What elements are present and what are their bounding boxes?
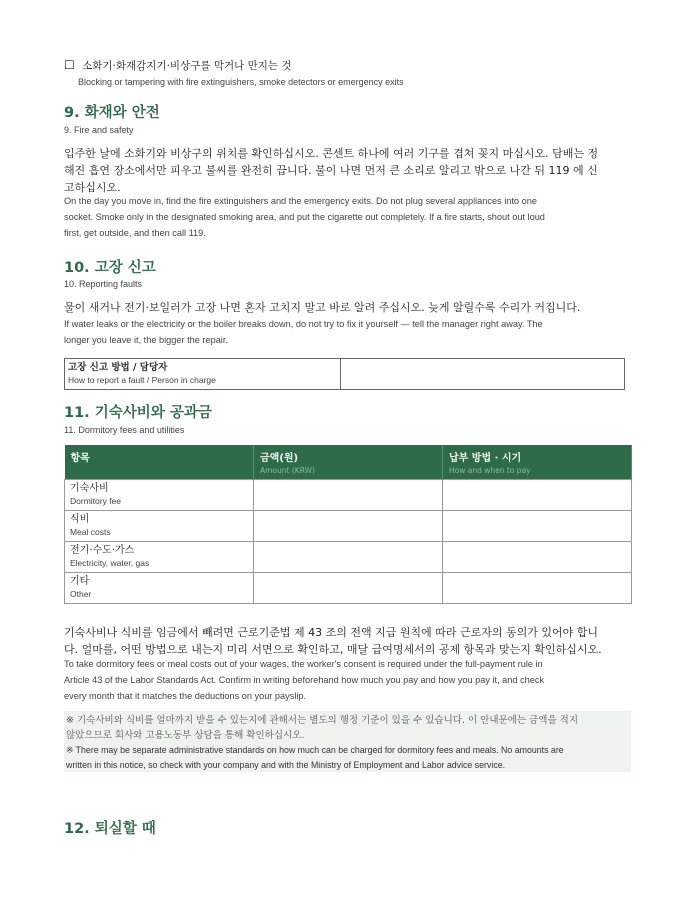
header-amount-en: Amount (KRW) bbox=[260, 466, 315, 475]
row-label-ko: 기타 bbox=[70, 576, 90, 587]
section-11-title: 11. 기숙사비와 공과금 bbox=[64, 405, 212, 421]
payment-cell[interactable] bbox=[443, 573, 632, 604]
table-row bbox=[65, 480, 632, 511]
amount-cell[interactable] bbox=[254, 511, 443, 542]
section-10-title: 10. 고장 신고 bbox=[64, 260, 156, 276]
row-label-cell bbox=[65, 542, 254, 573]
fault-report-label-cell bbox=[65, 359, 341, 389]
text-line: Article 43 of the Labor Standards Act. Confirm in writing beforehand how much you pay and how you pay it, and check bbox=[64, 675, 545, 685]
text-line: longer you leave it, the bigger the repair. bbox=[64, 335, 228, 345]
text-line: socket. Smoke only in the designated smoking area, and put the cigarette out completely. If a fire starts, shout out loud bbox=[64, 212, 545, 222]
note-line-ko: ※ 기숙사비와 식비를 얼마까지 받을 수 있는지에 관해서는 별도의 행정 기준이 있을 수 있습니다. 이 안내문에는 금액을 적지 bbox=[66, 715, 578, 726]
fault-report-label: 고장 신고 방법 / 담당자 bbox=[68, 362, 168, 373]
payment-cell[interactable] bbox=[443, 542, 632, 573]
note-line-ko: 않았으므로 회사와 고용노동부 상담을 통해 확인하십시오. bbox=[66, 730, 305, 741]
header-payment bbox=[443, 445, 632, 480]
table-row bbox=[65, 511, 632, 542]
row-label-ko: 전기·수도·가스 bbox=[70, 545, 135, 556]
text-line: 물이 새거나 전기·보일러가 고장 나면 혼자 고치지 말고 바로 알려 주십시오. 늦게 알릴수록 수리가 커집니다. bbox=[64, 301, 581, 314]
section-9-title: 9. 화재와 안전 bbox=[64, 105, 160, 121]
row-label-cell bbox=[65, 573, 254, 604]
section-10-body-en bbox=[64, 316, 631, 348]
row-label-ko: 기숙사비 bbox=[70, 483, 109, 494]
payment-cell[interactable] bbox=[443, 480, 632, 511]
row-label-cell bbox=[65, 480, 254, 511]
section-11-body-en bbox=[64, 656, 631, 704]
text-line: To take dormitory fees or meal costs out of your wages, the worker's consent is required under the full-payment rule in bbox=[64, 659, 543, 669]
section-9-body-en bbox=[64, 193, 631, 241]
fees-table bbox=[64, 445, 632, 604]
text-line: On the day you move in, find the fire extinguishers and the emergency exits. Do not plug several appliances into one bbox=[64, 196, 537, 206]
row-label-ko: 식비 bbox=[70, 514, 90, 525]
header-payment-en: How and when to pay bbox=[449, 466, 531, 475]
fees-note bbox=[64, 711, 631, 772]
amount-cell[interactable] bbox=[254, 480, 443, 511]
section-9-subtitle: 9. Fire and safety bbox=[64, 125, 134, 135]
note-line-en: ※ There may be separate administrative standards on how much can be charged for dormitory fees and meals. No amounts are bbox=[66, 745, 564, 755]
section-12-title: 12. 퇴실할 때 bbox=[64, 821, 156, 837]
payment-cell[interactable] bbox=[443, 511, 632, 542]
text-line: first, get outside, and then call 119. bbox=[64, 228, 206, 238]
text-line: 다. 얼마를, 어떤 방법으로 내는지 미리 서면으로 확인하고, 매달 급여명세서의 공제 항목과 맞는지 확인하십시오. bbox=[64, 643, 602, 656]
fault-report-label-en: How to report a fault / Person in charge bbox=[68, 375, 216, 385]
row-label-cell bbox=[65, 511, 254, 542]
text-line: every month that it matches the deductions on your payslip. bbox=[64, 691, 307, 701]
row-label-en: Meal costs bbox=[70, 527, 111, 537]
note-line-en: written in this notice, so check with your company and with the Ministry of Employment and Labor advice service. bbox=[66, 760, 506, 770]
header-amount-label: 금액(원) bbox=[260, 453, 299, 464]
header-item-label: 항목 bbox=[70, 453, 90, 464]
row-label-en: Electricity, water, gas bbox=[70, 558, 150, 568]
section-11-subtitle: 11. Dormitory fees and utilities bbox=[64, 425, 185, 435]
checklist-item-ko: 소화기·화재감지기·비상구를 막거나 만지는 것 bbox=[82, 60, 292, 72]
checkbox-icon[interactable]: ☐ bbox=[64, 58, 75, 72]
checklist-item bbox=[64, 58, 292, 73]
table-header-row bbox=[65, 445, 632, 480]
header-item bbox=[65, 445, 254, 480]
section-9-body-ko bbox=[64, 145, 631, 196]
text-line: If water leaks or the electricity or the boiler breaks down, do not try to fix it yourself — tell the manager right away. The bbox=[64, 319, 543, 329]
table-row bbox=[65, 573, 632, 604]
section-10-subtitle: 10. Reporting faults bbox=[64, 279, 143, 289]
fault-report-value-field[interactable] bbox=[341, 359, 624, 389]
table-row bbox=[65, 542, 632, 573]
row-label-en: Other bbox=[70, 589, 92, 599]
section-11-body-ko bbox=[64, 624, 631, 658]
row-label-en: Dormitory fee bbox=[70, 496, 122, 506]
amount-cell[interactable] bbox=[254, 542, 443, 573]
fault-report-box bbox=[64, 358, 625, 390]
text-line: 입주한 날에 소화기와 비상구의 위치를 확인하십시오. 콘센트 하나에 여러 기구를 겹쳐 꽂지 마십시오. 담배는 정 bbox=[64, 147, 599, 160]
header-amount bbox=[254, 445, 443, 480]
amount-cell[interactable] bbox=[254, 573, 443, 604]
header-payment-label: 납부 방법 · 시기 bbox=[449, 453, 522, 464]
text-line: 기숙사비나 식비를 임금에서 빼려면 근로기준법 제 43 조의 전액 지급 원칙에 따라 근로자의 동의가 있어야 합니 bbox=[64, 626, 598, 639]
checklist-item-en: Blocking or tampering with fire extinguishers, smoke detectors or emergency exits bbox=[78, 77, 404, 87]
text-line: 해진 흡연 장소에서만 피우고 불씨를 완전히 끕니다. 불이 나면 먼저 큰 소리로 알리고 밖으로 나간 뒤 119 에 신 bbox=[64, 164, 598, 177]
section-10-body-ko bbox=[64, 299, 631, 316]
text-line: 고하십시오. bbox=[64, 181, 121, 194]
